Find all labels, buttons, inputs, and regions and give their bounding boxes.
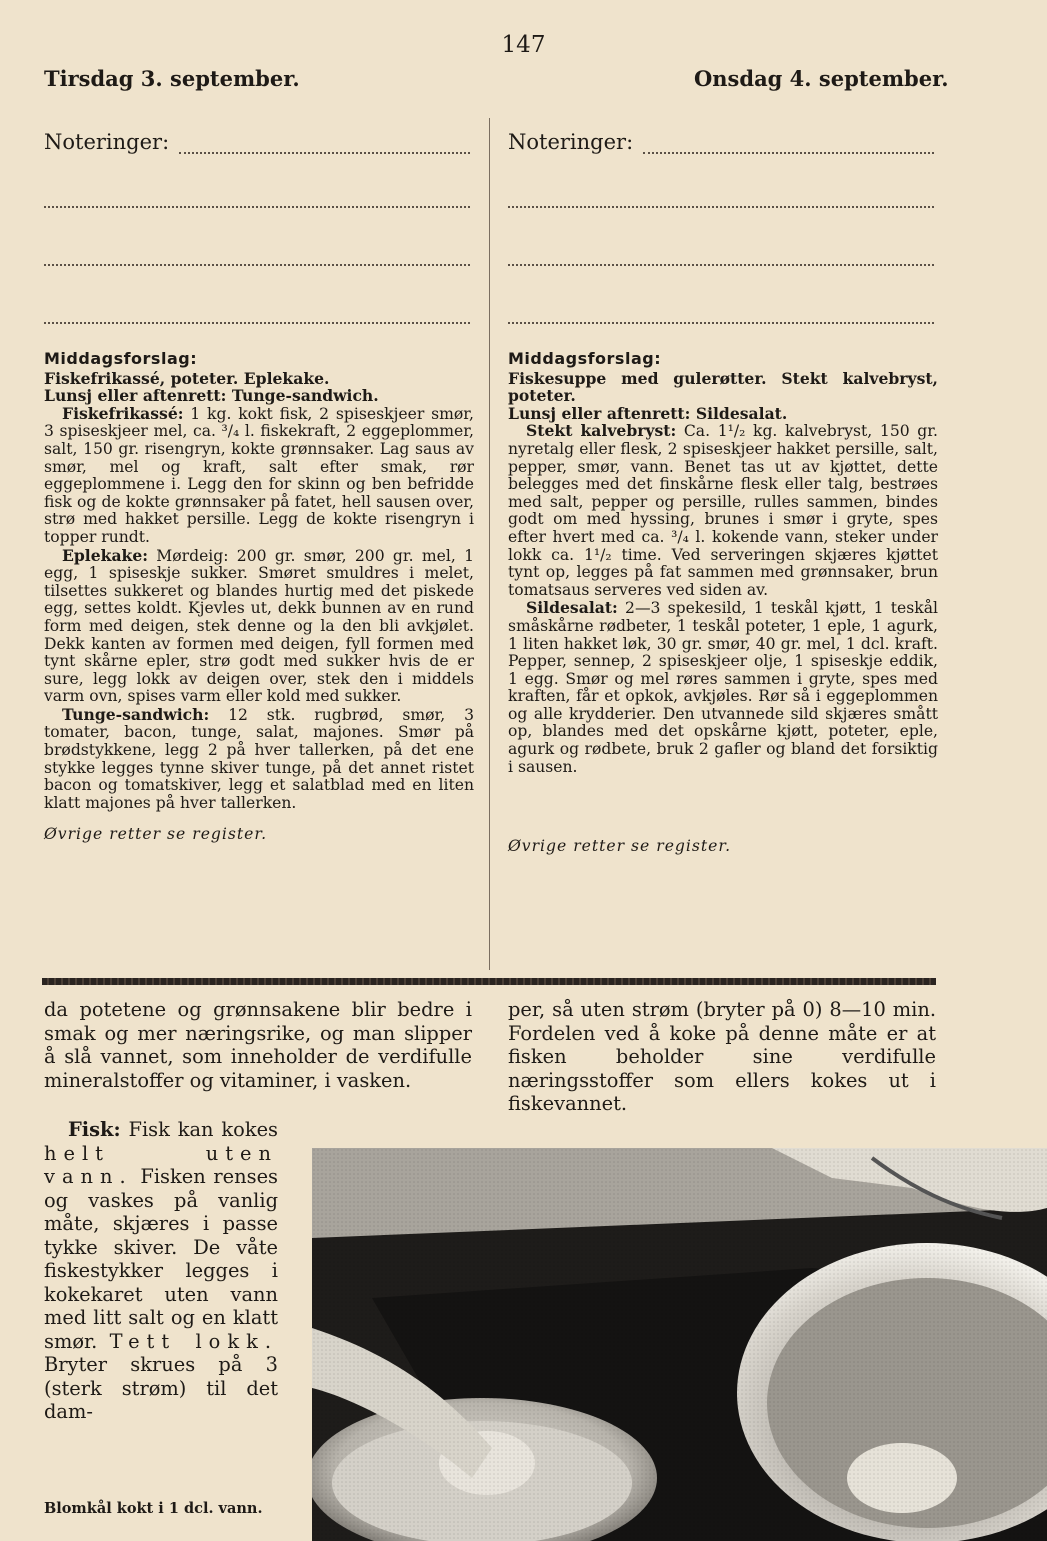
- recipe-text: 1 kg. kokt fisk, 2 spiseskjeer smør, 3 spiseskjeer mel, ca. ³/₄ l. fiskekraft, 2 eggeplommer, salt, 150 gr. risengryn, kokte grønnsaker. Lag saus av smør, mel og kraft, salt efter smak, rør eggeplommene i. Legg den for skinn og ben befridde fisk og de kokte grønnsaker på fatet, hell sausen over, strø med hakket persille. Legg de kokte risengryn i topper rundt.: [44, 404, 474, 546]
- fish-paragraph: [44, 1118, 278, 1424]
- recipe-title: Eplekake:: [62, 545, 149, 565]
- recipe-title: Sildesalat:: [526, 598, 618, 618]
- lower-left-paragraph: [44, 998, 472, 1092]
- left-note-line: [44, 298, 470, 324]
- left-section-title: Middagsforslag:: [44, 349, 198, 368]
- cauliflower-photo: [312, 1148, 1047, 1541]
- left-recipe-3: [44, 706, 474, 813]
- left-recipe-2: [44, 547, 474, 706]
- lower-right-paragraph: [508, 998, 936, 1116]
- left-lunch: Lunsj eller aftenrett: Tunge-sandwich.: [44, 386, 379, 406]
- column-divider: [489, 118, 490, 970]
- paragraph: da potetene og grønnsakene blir bedre i smak og mer næringsrike, og man slipper å slå vannet, som inneholder de verdifulle mineralstoffer og vitaminer, i vasken.: [44, 998, 472, 1092]
- right-lunch: Lunsj eller aftenrett: Sildesalat.: [508, 403, 788, 423]
- left-see-register: Øvrige retter se register.: [44, 825, 268, 844]
- recipe-title: Fiskefrikassé:: [62, 403, 184, 423]
- right-recipe-1: [508, 422, 938, 599]
- right-note-line: [508, 182, 934, 208]
- recipe-text: Ca. 1¹/₂ kg. kalvebryst, 150 gr. nyretalg eller flesk, 2 spiseskjeer hakket persille, salt, pepper, smør, vann. Benet tas ut av kjøttet, dette belegges med det finskårne flesk eller talg, bestrøes med salt, pepper og persille, rulles sammen, bindes godt om med hyssing, brunes i smør i gryte, spes efter hvert med ca. ³/₄ l. kokende vann, steker under lokk ca. 1¹/₂ time. Ved serveringen skjæres kjøttet tynt op, legges på fat sammen med grønnsaker, brun tomatsaus serveres ved siden av.: [508, 422, 938, 599]
- left-recipe-1: [44, 405, 474, 547]
- right-menu: Fiskesuppe med gulerøtter. Stekt kalvebryst, poteter.: [508, 368, 938, 406]
- fish-title: Fisk:: [68, 1118, 121, 1141]
- left-notes-label: Noteringer:: [44, 130, 170, 154]
- separator-rule: [42, 978, 936, 985]
- left-day-heading: Tirsdag 3. september.: [44, 66, 300, 91]
- text-spaced: Tett lokk.: [109, 1329, 278, 1353]
- right-day-heading: Onsdag 4. september.: [694, 66, 949, 91]
- right-notes: [508, 128, 934, 324]
- recipe-text: Mørdeig: 200 gr. smør, 200 gr. mel, 1 egg, 1 spiseskje sukker. Smøret smuldres i melet, tilsettes sukkeret og blandes hurtig med det piskede egg, settes koldt. Kjevles ut, dekk bunnen av en rund form med deigen, stek denne og la den bli avkjølet. Dekk kanten av formen med deigen, fyll formen med tynt skårne epler, strø godt med sukker hvis de er sure, legg lokk av deigen over, stek den i middels varm ovn, spises varm eller kold med sukker.: [44, 546, 474, 706]
- recipe-text: 12 stk. rugbrød, smør, 3 tomater, bacon, tunge, salat, majones. Smør på brødstykkene, legg 2 på hver tallerken, på det ene stykke legges tynne skiver tunge, på det annet ristet bacon og tomatskiver, legg et salatblad med en liten klatt majones på hver tallerken.: [44, 705, 474, 812]
- left-note-line: [179, 128, 470, 154]
- left-notes: [44, 128, 470, 324]
- recipe-title: Stekt kalvebryst:: [526, 421, 677, 441]
- right-recipe-2: [508, 599, 938, 776]
- photo-illustration: [312, 1148, 1047, 1541]
- left-menu: Fiskefrikassé, poteter. Eplekake.: [44, 368, 330, 388]
- page-number: 147: [501, 32, 546, 58]
- recipe-title: Tunge-sandwich:: [62, 704, 210, 724]
- right-note-line: [643, 128, 934, 154]
- right-section-title: Middagsforslag:: [508, 349, 662, 368]
- right-notes-label: Noteringer:: [508, 130, 634, 154]
- right-see-register: Øvrige retter se register.: [508, 837, 732, 856]
- photo-caption: Blomkål kokt i 1 dcl. vann.: [44, 1500, 263, 1517]
- recipe-text: 2—3 spekesild, 1 teskål kjøtt, 1 teskål småskårne rødbeter, 1 teskål poteter, 1 eple, 1 agurk, 1 liten hakket løk, 30 gr. smør, 40 gr. mel, 1 dcl. kraft. Pepper, sennep, 2 spiseskjeer olje, 1 spiseskje eddik, 1 egg. Smør og mel røres sammen i gryte, spes med kraften, får et opkok, avkjøles. Rør så i eggeplommen og alle krydderier. Den utvannede sild skjæres smått op, blandes med det opskårne kjøtt, poteter, eple, agurk og rødbete, bruk 2 gafler og bland det forsiktig i sausen.: [508, 599, 938, 776]
- text: Bryter skrues på 3 (sterk strøm) til det dam-: [44, 1353, 278, 1423]
- text: Fisk kan kokes: [120, 1118, 278, 1141]
- left-note-line: [44, 240, 470, 266]
- right-note-line: [508, 240, 934, 266]
- right-column: [508, 350, 938, 856]
- paragraph: per, så uten strøm (bryter på 0) 8—10 min. Fordelen ved å koke på denne måte er at fisken beholder sine verdifulle næringsstoffer som ellers kokes ut i fiskevannet.: [508, 998, 936, 1115]
- text-spaced: helt uten vann.: [44, 1141, 278, 1188]
- text: Fisken renses og vaskes på vanlig måte, skjæres i passe tykke skiver. De våte fiskestykker legges i kokekaret uten vann med litt salt og en klatt smør.: [44, 1165, 278, 1353]
- right-note-line: [508, 298, 934, 324]
- left-note-line: [44, 182, 470, 208]
- left-column: [44, 350, 474, 844]
